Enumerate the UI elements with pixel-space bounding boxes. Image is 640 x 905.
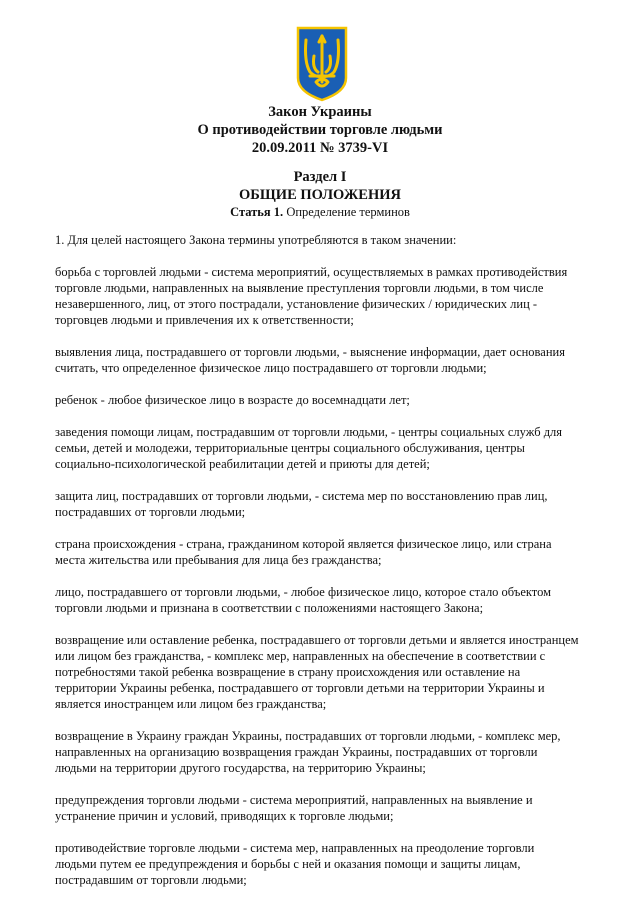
- paragraph: [55, 792, 615, 824]
- paragraph: [55, 632, 615, 712]
- paragraph-line: пострадавшим от торговли людьми;: [55, 873, 247, 887]
- paragraph-line: возвращение в Украину граждан Украины, пострадавших от торговли людьми, - комплекс мер,: [55, 729, 561, 743]
- paragraph-line: или лицом без гражданства, - комплекс мер, направленных на обеспечение в соответствии с: [55, 649, 546, 663]
- paragraph-line: людьми путем ее предупреждения и борьбы с ней и оказания помощи и защиты лицам,: [55, 857, 521, 871]
- paragraph-line: ребенок - любое физическое лицо в возрасте до восемнадцати лет;: [55, 393, 410, 407]
- article-heading: [0, 204, 640, 220]
- paragraph-line: торговцев людьми и привлечения их к ответственности;: [55, 313, 354, 327]
- paragraph-line: потребностями такой ребенка возвращение в страну происхождения или оставление на: [55, 665, 521, 679]
- paragraph: [55, 264, 615, 328]
- paragraph-line: лицо, пострадавшего от торговли людьми, - любое физическое лицо, которое стало объектом: [55, 585, 551, 599]
- paragraph-line: пострадавших от торговли людьми;: [55, 505, 246, 519]
- paragraph-line: возвращение или оставление ребенка, пострадавшего от торговли детьми и является иностранцем: [55, 633, 579, 647]
- paragraph-line: является иностранцем или лицом без гражданства;: [55, 697, 327, 711]
- coat-of-arms-icon: [296, 26, 348, 102]
- paragraph: [55, 344, 615, 376]
- paragraph: [55, 840, 615, 888]
- paragraph: [55, 728, 615, 776]
- paragraph: [55, 488, 615, 520]
- section-title: ОБЩИЕ ПОЛОЖЕНИЯ: [239, 187, 401, 203]
- paragraph-line: устранение причин и условий, приводящих к торговле людьми;: [55, 809, 394, 823]
- title-line: Закон Украины: [268, 104, 372, 120]
- paragraph-line: борьба с торговлей людьми - система мероприятий, осуществляемых в рамках противодействия: [55, 265, 568, 279]
- document-body: [55, 232, 615, 904]
- section-heading: [0, 168, 640, 204]
- paragraph: [55, 232, 615, 248]
- paragraph-line: страна происхождения - страна, гражданином которой является физическое лицо, или страна: [55, 537, 552, 551]
- paragraph-line: места жительства или пребывания для лица без гражданства;: [55, 553, 382, 567]
- title-line: О противодействии торговле людьми: [197, 122, 443, 138]
- article-title: Определение терминов: [283, 205, 410, 219]
- paragraph: [55, 536, 615, 568]
- paragraph-line: предупреждения торговли людьми - система мероприятий, направленных на выявление и: [55, 793, 533, 807]
- paragraph-line: торговли людьми и признана в соответствии с положениями настоящего Закона;: [55, 601, 484, 615]
- paragraph-line: заведения помощи лицам, пострадавшим от торговли людьми, - центры социальных служб для: [55, 425, 563, 439]
- paragraph-line: торговле людьми, направленных на выявление преступления торговли людьми, в том числе: [55, 281, 544, 295]
- paragraph-line: выявления лица, пострадавшего от торговли людьми, - выяснение информации, дает основания: [55, 345, 565, 359]
- paragraph-line: направленных на организацию возвращения граждан Украины, пострадавших от торговли: [55, 745, 538, 759]
- paragraph-line: 1. Для целей настоящего Закона термины употребляются в таком значении:: [55, 233, 457, 247]
- paragraph-line: людьми на территории другого государства, на территорию Украины;: [55, 761, 426, 775]
- article-label: Статья 1.: [230, 205, 284, 219]
- paragraph: [55, 584, 615, 616]
- paragraph-line: семьи, детей и молодежи, территориальные центры социального обслуживания, центры: [55, 441, 525, 455]
- paragraph-line: социально-психологической реабилитации детей и приюты для детей;: [55, 457, 430, 471]
- paragraph: [55, 424, 615, 472]
- title-line: 20.09.2011 № 3739-VI: [251, 140, 389, 156]
- law-title: [0, 103, 640, 157]
- paragraph-line: считать, что определенное физическое лицо пострадавшего от торговли людьми;: [55, 361, 487, 375]
- paragraph-line: защита лиц, пострадавших от торговли людьми, - система мер по восстановлению прав лиц,: [55, 489, 548, 503]
- paragraph-line: территории Украины ребенка, пострадавшего от торговли детьми на территории Украины и: [55, 681, 545, 695]
- section-number: Раздел I: [293, 169, 347, 185]
- paragraph: [55, 392, 615, 408]
- paragraph-line: противодействие торговле людьми - система мер, направленных на преодоление торговли: [55, 841, 535, 855]
- paragraph-line: незавершенного, лиц, от этого пострадали, установление физических / юридических лиц -: [55, 297, 538, 311]
